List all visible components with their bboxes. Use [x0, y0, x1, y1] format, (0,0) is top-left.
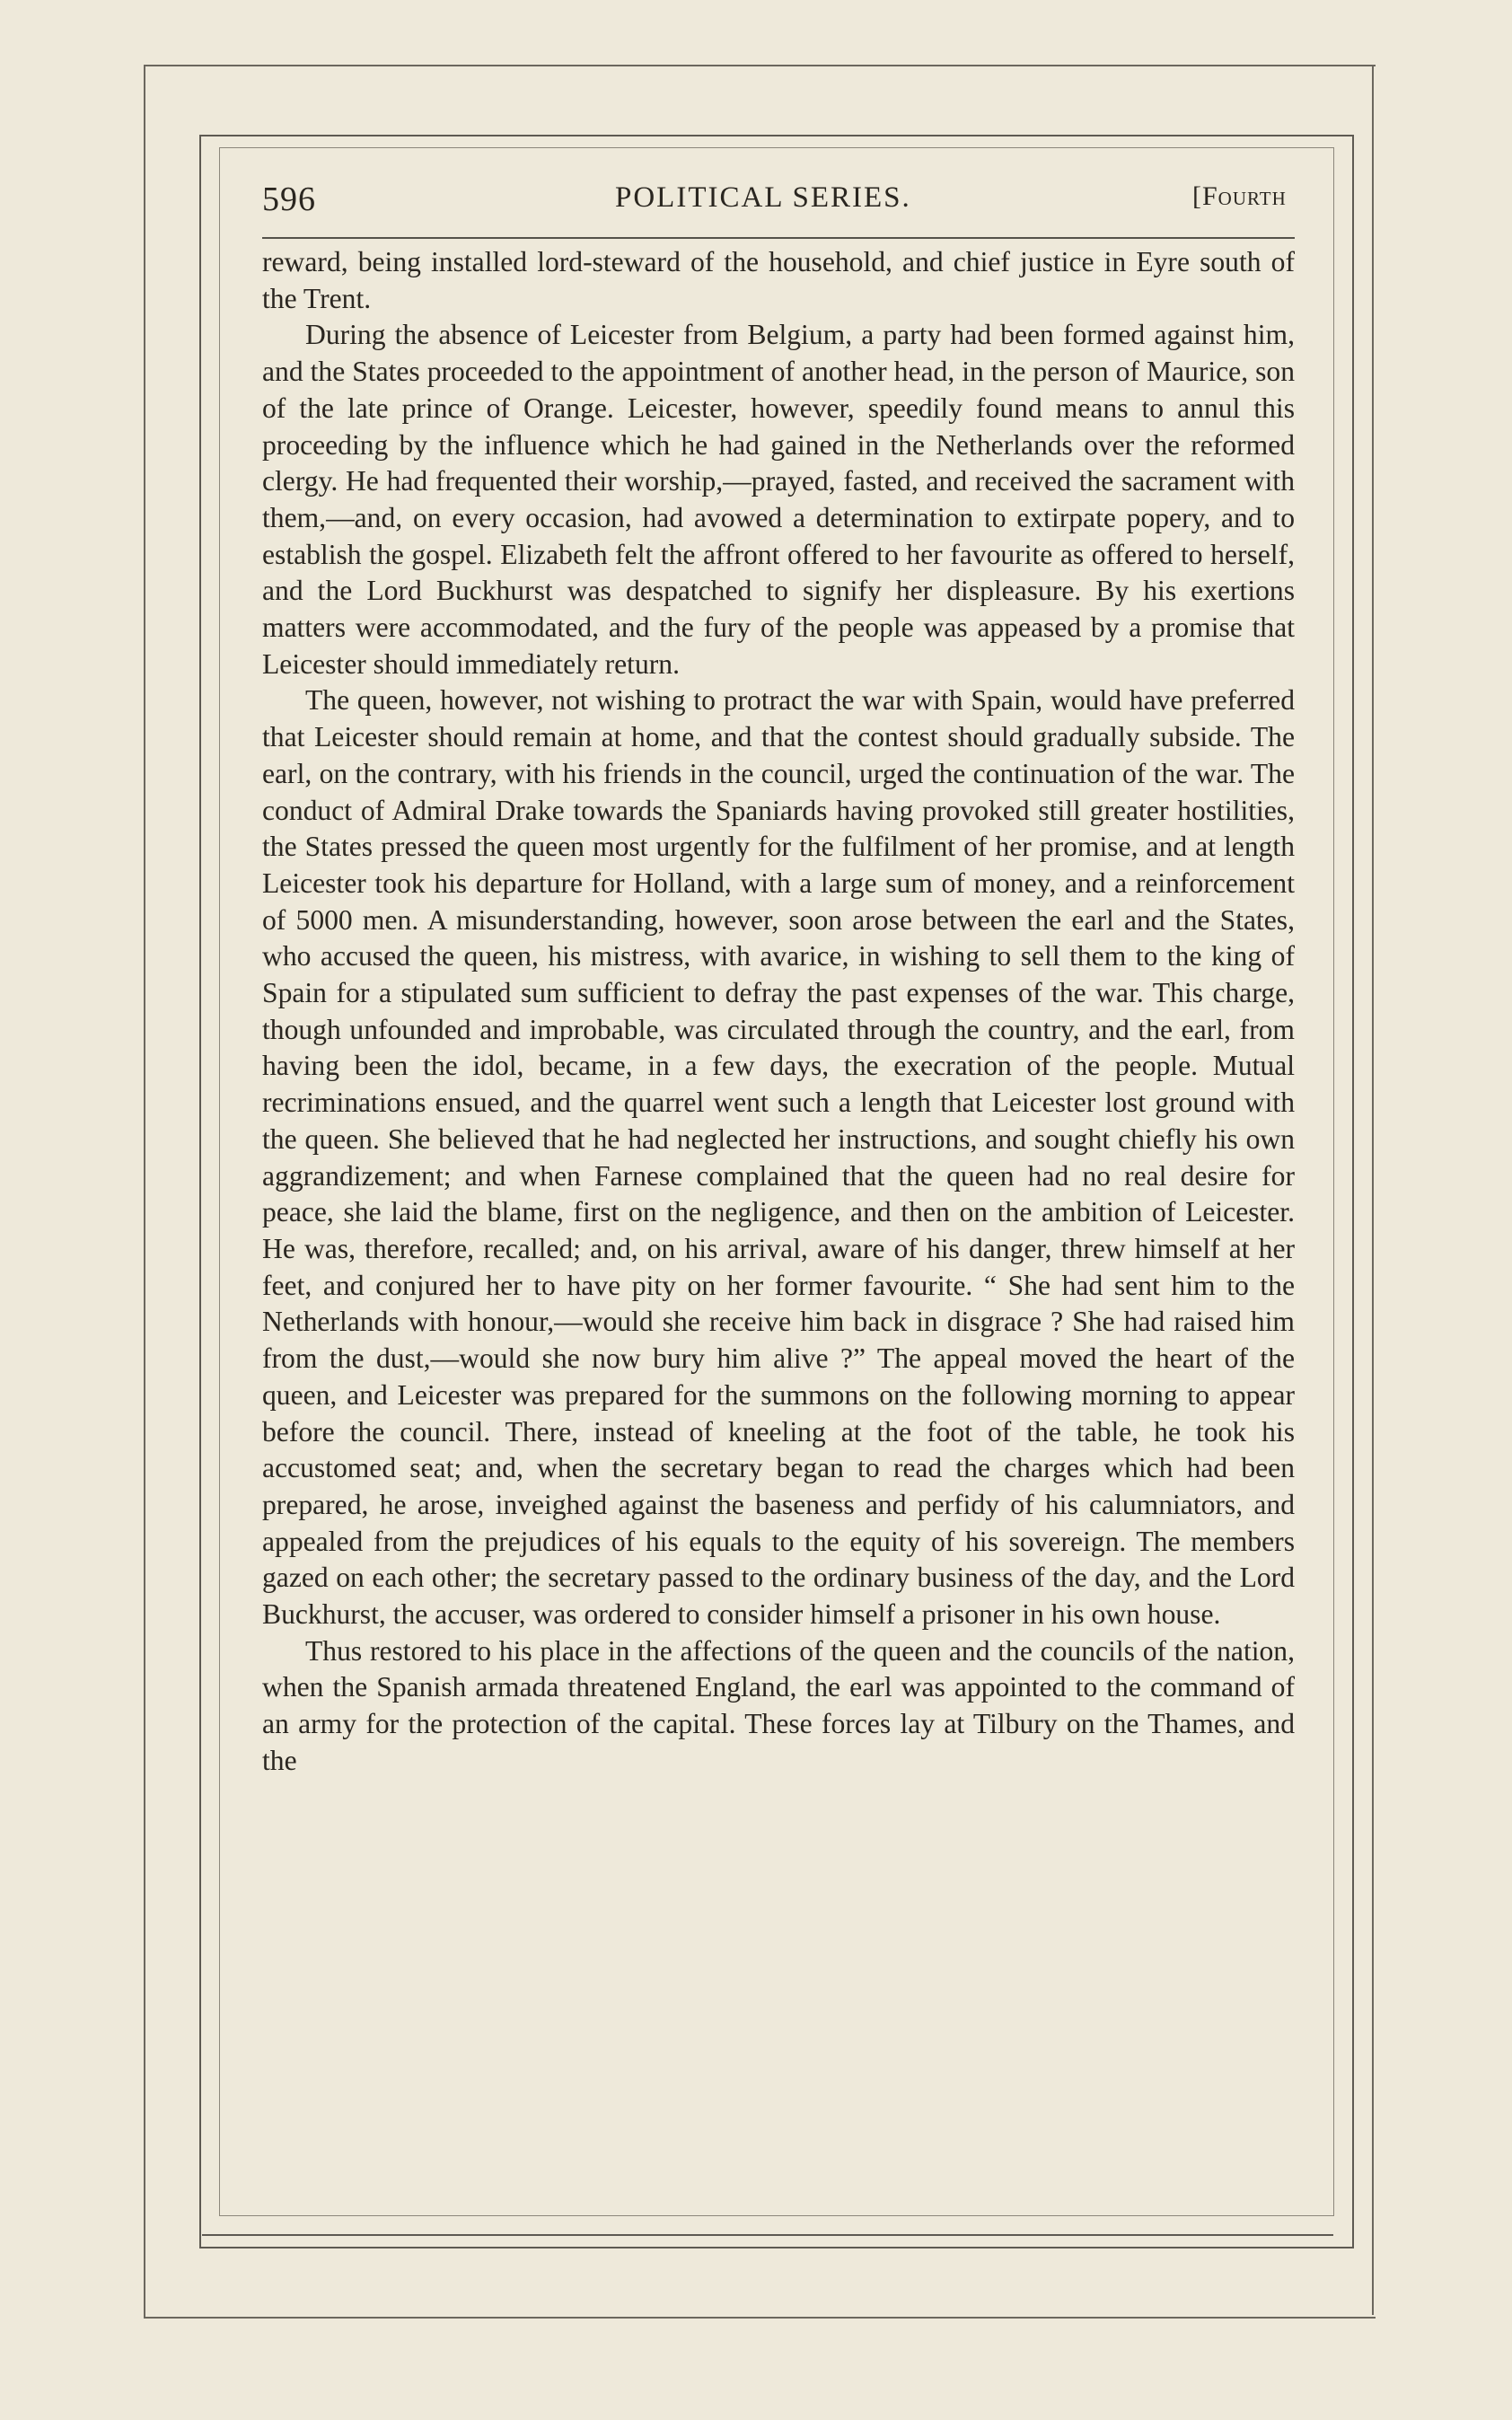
paragraph-1: reward, being installed lord-steward of the household, and chief justice in Eyre south of the Trent. — [262, 246, 1295, 314]
paragraph-3: The queen, however, not wishing to protract the war with Spain, would have preferred that Leicester should remain at home, and that the contest should gradually subside. The earl, on the contrary, with his friends in the council, urged the continuation of the war. The conduct of Admiral Drake towards the Spaniards having provoked still greater hostilities, the States pressed the queen most urgently for the fulfilment of her promise, and at length Leicester took his departure for Holland, with a large sum of money, and a reinforcement of 5000 men. A misunderstanding, however, soon arose between the earl and the States, who accused the queen, his mistress, with avarice, in wishing to sell them to the king of Spain for a stipulated sum sufficient to defray the past expenses of the war. This charge, though unfounded and improbable, was circulated through the country, and the earl, from having been the idol, became, in a few days, the execration of the people. Mutual recriminations ensued, and the quarrel went such a length that Leicester lost ground with the queen. She believed that he had neglected her instructions, and sought chiefly his own aggrandizement; and when Farnese complained that the queen had no real desire for peace, she laid the blame, first on the negligence, and then on the ambition of Leicester. He was, therefore, recalled; and, on his arrival, aware of his danger, threw himself at her feet, and conjured her to have pity on her former favourite. “ She had sent him to the Netherlands with honour,—would she receive him back in disgrace ? She had raised him from the dust,—would she now bury him alive ?” The appeal moved the heart of the queen, and Leicester was prepared for the summons on the following morning to appear before the council. There, instead of kneeling at the foot of the table, he took his accustomed seat; and, when the secretary began to read the charges which had been prepared, he arose, inveighed against the baseness and perfidy of his calumniators, and appealed from the prejudices of his equals to the equity of his sovereign. The members gazed on each other; the secretary passed to the ordinary business of the day, and the Lord Buckhurst, the accuser, was ordered to consider himself a prisoner in his own house. — [262, 684, 1295, 1631]
bottom-rule — [202, 2234, 1333, 2236]
page-number: 596 — [262, 180, 316, 218]
body-text — [262, 244, 1295, 1780]
paragraph-4: Thus restored to his place in the affections of the queen and the councils of the nation, when the Spanish armada threatened England, the earl was appointed to the command of an army for the protection of the capital. These forces lay at Tilbury on the Thames, and the — [262, 1634, 1295, 1776]
paragraph-2: During the absence of Leicester from Belgium, a party had been formed against him, and the States proceeded to the appointment of another head, in the person of Maurice, son of the late prince of Orange. Leicester, however, speedily found means to annul this proceeding by the influence which he had gained in the Netherlands over the reformed clergy. He had frequented their worship,—prayed, fasted, and received the sacrament with them,—and, on every occasion, had avowed a determination to extirpate popery, and to establish the gospel. Elizabeth felt the affront offered to her favourite as offered to herself, and the Lord Buckhurst was despatched to signify her displeasure. By his exertions matters were accommodated, and the fury of the people was appeased by a promise that Leicester should immediately return. — [262, 319, 1295, 680]
header-rule — [262, 237, 1295, 239]
running-header — [262, 180, 1340, 233]
section-label: [Fourth — [1192, 181, 1287, 211]
outer-frame-right-border — [1372, 65, 1374, 2315]
running-title: POLITICAL SERIES. — [615, 181, 911, 214]
